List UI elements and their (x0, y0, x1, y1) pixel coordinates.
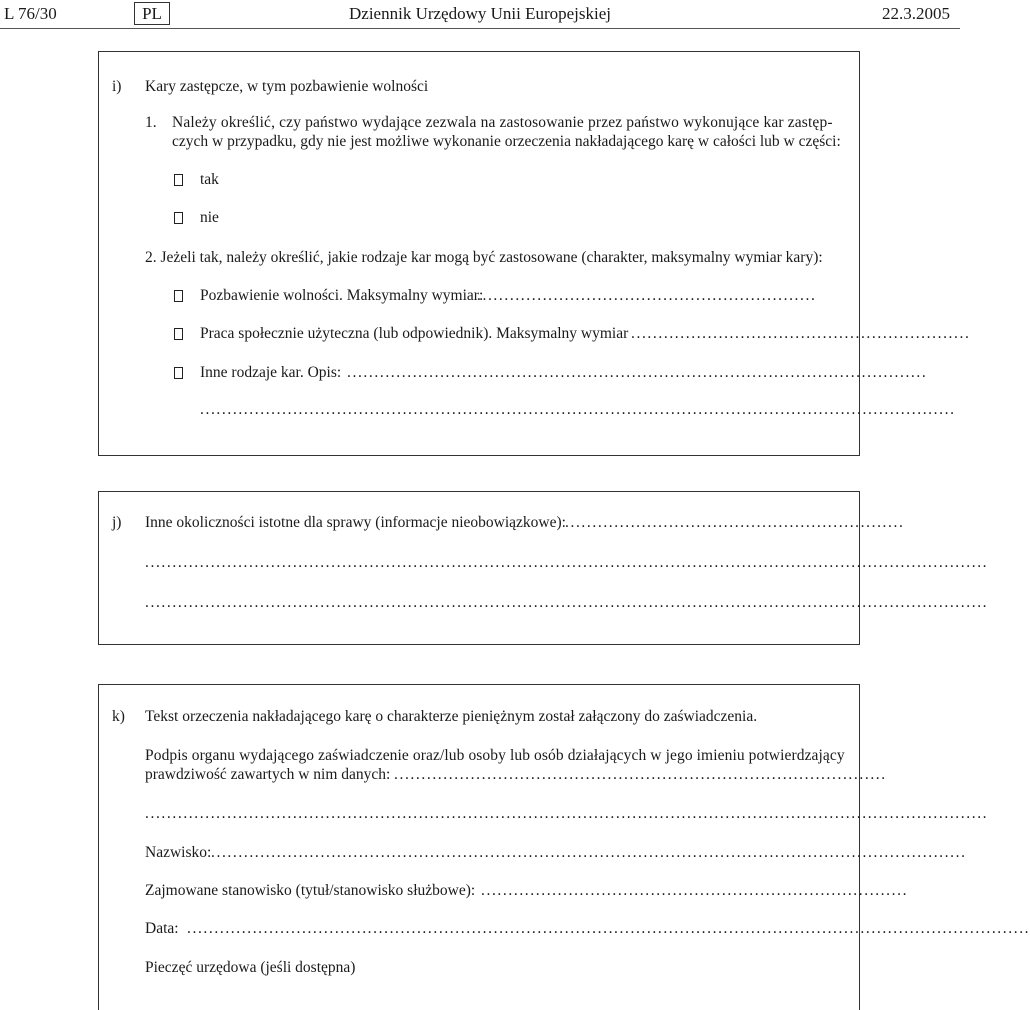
option-label: Praca społecznie użyteczna (lub odpowiednik). Maksymalny wymiar (200, 325, 629, 342)
section-letter: i) (112, 78, 122, 95)
section-title: Tekst orzeczenia nakładającego karę o charakterze pieniężnym został załączony do zaświadczenia. (145, 708, 758, 725)
fill-line-other[interactable]: .......................................................................................................... (347, 364, 928, 381)
page-reference: L 76/30 (4, 4, 57, 23)
section-i-box (98, 51, 971, 456)
question-text: 2. Jeżeli tak, należy określić, jakie rodzaje kar mogą być zastosowane (charakter, maksymalny wymiar kary): (145, 249, 823, 266)
checkbox-yes[interactable] (174, 174, 183, 186)
fill-line[interactable]: .............................................................. (565, 514, 905, 531)
checkbox-other[interactable] (174, 367, 183, 379)
section-letter: j) (112, 514, 122, 531)
checkbox-community-service[interactable] (174, 328, 183, 340)
checkbox-prison[interactable] (174, 290, 183, 302)
fill-line-prison[interactable]: .............................................................. (477, 287, 817, 304)
stamp-label: Pieczęć urzędowa (jeśli dostępna) (145, 959, 356, 976)
question-text-line: czych w przypadku, gdy nie jest możliwe wykonanie orzeczenia nakładającego karę w całości lub w części: (172, 133, 841, 150)
header-rule (0, 28, 960, 29)
fill-line-name[interactable]: .......................................................................................................................................... (211, 844, 967, 861)
section-title: Inne okoliczności istotne dla sprawy (informacje nieobowiązkowe): (145, 514, 566, 531)
option-label: nie (200, 209, 219, 226)
section-letter: k) (112, 708, 125, 725)
question-number: 1. (145, 114, 157, 131)
option-label: Inne rodzaje kar. Opis: (200, 364, 342, 381)
signature-statement-line: Podpis organu wydającego zaświadczenie oraz/lub osoby lub osób działających w jego imieniu potwierdzający (145, 747, 845, 764)
fill-line[interactable]: .......................................................................................................................................................... (145, 554, 989, 571)
checkbox-no[interactable] (174, 212, 183, 224)
question-text-line: Należy określić, czy państwo wydające zezwala na zastosowanie przez państwo wykonujące kar zastęp- (172, 114, 833, 131)
fill-line-date[interactable]: .......................................................................................................................................................... (187, 920, 1030, 937)
option-label: tak (200, 171, 219, 188)
position-label: Zajmowane stanowisko (tytuł/stanowisko służbowe): (145, 882, 476, 899)
fill-line-signature-continued[interactable]: .......................................................................................................................................................... (145, 805, 989, 822)
section-j-box (98, 491, 989, 645)
section-k-box (98, 684, 1030, 1010)
fill-line-other-continued[interactable]: .......................................................................................................................................... (200, 401, 956, 418)
date-label: Data: (145, 920, 179, 937)
journal-title: Dziennik Urzędowy Unii Europejskiej (349, 4, 612, 23)
language-code: PL (134, 2, 170, 25)
page-header (0, 0, 960, 30)
section-title: Kary zastępcze, w tym pozbawienie wolności (145, 78, 429, 95)
fill-line-community-service[interactable]: .............................................................. (631, 325, 971, 342)
fill-line-signature[interactable]: .......................................................................................... (394, 766, 887, 783)
option-label: Pozbawienie wolności. Maksymalny wymiar: (200, 287, 484, 304)
name-label: Nazwisko: (145, 844, 212, 861)
fill-line[interactable]: .......................................................................................................................................................... (145, 594, 989, 611)
signature-statement-line: prawdziwość zawartych w nim danych: (145, 766, 391, 783)
publication-date: 22.3.2005 (882, 4, 950, 23)
fill-line-position[interactable]: .............................................................................. (481, 882, 909, 899)
